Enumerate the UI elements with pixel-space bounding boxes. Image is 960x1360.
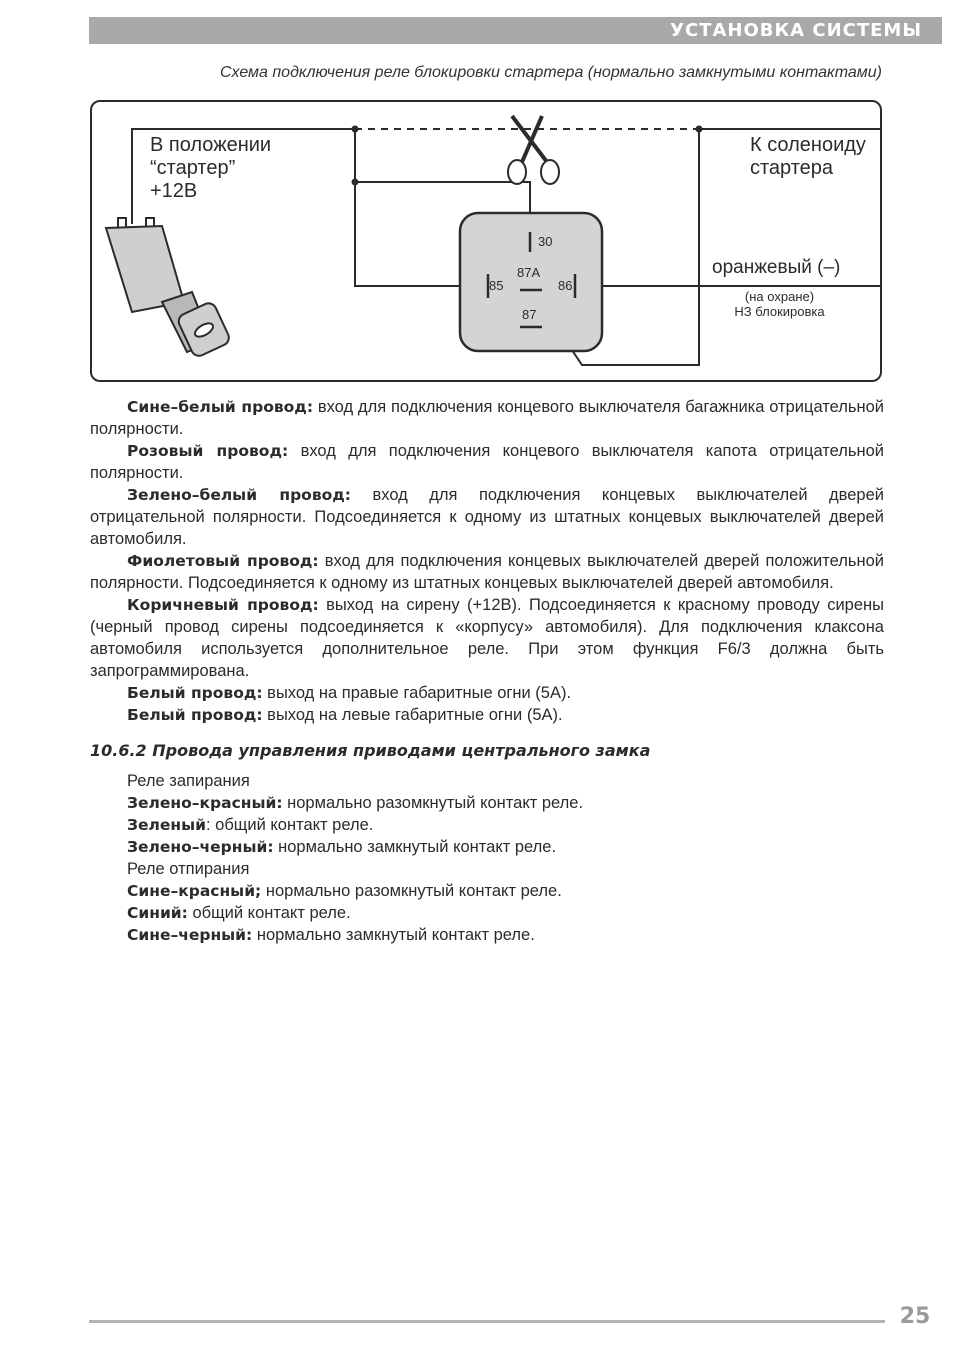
pin-87a-label: 87A xyxy=(517,265,541,280)
unlock-item: Сине–черный: нормально замкнутый контакт реле. xyxy=(127,926,535,944)
wire-paragraph: Фиолетовый провод: вход для подключения концевых выключателей дверей положительной полярности. Подсоединяется к одному из штатных концевых выключателей дверей автомобиля. xyxy=(90,552,884,592)
unlock-item: Синий: общий контакт реле. xyxy=(127,904,351,922)
wire-paragraph: Зелено–белый провод: вход для подключения концевых выключателей дверей отрицательной полярности. Подсоединяется к одному из штатных концевых выключателей дверей автомобиля. xyxy=(90,486,884,548)
pin-85-label: 85 xyxy=(489,278,504,293)
section-title: УСТАНОВКА СИСТЕМЫ xyxy=(670,20,922,41)
ignition-label: В положении “стартер” +12В xyxy=(150,134,272,202)
diagram-caption: Схема подключения реле блокировки стартера (нормально замкнутыми контактами) xyxy=(219,64,882,81)
wire-paragraph: Коричневый провод: выход на сирену (+12В). Подсоединяется к красному проводу сирены (черный провод сирены подсоединяется к «корпусу» автомобиля). Для подключения клаксона автомобиля используется дополнительное реле. При этом функция F6/3 должна быть запрограммирована. xyxy=(90,596,884,680)
relay-wiring-diagram xyxy=(90,100,882,382)
wire-paragraph: Белый провод: выход на левые габаритные огни (5А). xyxy=(127,706,563,724)
pin-87-label: 87 xyxy=(522,307,537,322)
wire-name: Сине–белый провод: xyxy=(127,398,314,416)
pin-30-label: 30 xyxy=(538,234,553,249)
wire-name: Белый провод: xyxy=(127,706,263,724)
wire-name: Фиолетовый провод: xyxy=(127,552,319,570)
page-number: 25 xyxy=(899,1304,931,1329)
wire-name: Розовый провод: xyxy=(127,442,289,460)
wire-paragraph: Сине–белый провод: вход для подключения концевого выключателя багажника отрицательной полярности. xyxy=(90,398,884,438)
wire-paragraph: Белый провод: выход на правые габаритные огни (5А). xyxy=(127,684,572,702)
body-text xyxy=(90,396,884,946)
solenoid-label: К соленоиду стартера xyxy=(750,134,866,179)
lock-item: Зелено–черный: нормально замкнутый контакт реле. xyxy=(127,838,557,856)
orange-wire-label: оранжевый (–) xyxy=(712,257,841,278)
footer-rule xyxy=(89,1320,885,1323)
wire-name: Зелено–белый провод: xyxy=(127,486,352,504)
wire-paragraph: Розовый провод: вход для подключения концевого выключателя капота отрицательной полярности. xyxy=(90,442,884,482)
armed-note: (на охране) НЗ блокировка xyxy=(734,289,825,319)
unlock-item: Сине–красный; нормально разомкнутый контакт реле. xyxy=(127,882,562,900)
wire-name: Коричневый провод: xyxy=(127,596,319,614)
unlock-relay-title: Реле отпирания xyxy=(127,860,250,878)
pin-86-label: 86 xyxy=(558,278,573,293)
section-header-bar xyxy=(89,17,942,44)
section-heading: 10.6.2 Провода управления приводами центрального замка xyxy=(90,741,651,760)
lock-item: Зеленый: общий контакт реле. xyxy=(127,816,374,834)
scissors-icon xyxy=(508,116,559,184)
lock-item: Зелено–красный: нормально разомкнутый контакт реле. xyxy=(127,794,584,812)
wire-name: Белый провод: xyxy=(127,684,263,702)
lock-relay-title: Реле запирания xyxy=(127,772,250,790)
ignition-key-icon xyxy=(106,218,231,358)
